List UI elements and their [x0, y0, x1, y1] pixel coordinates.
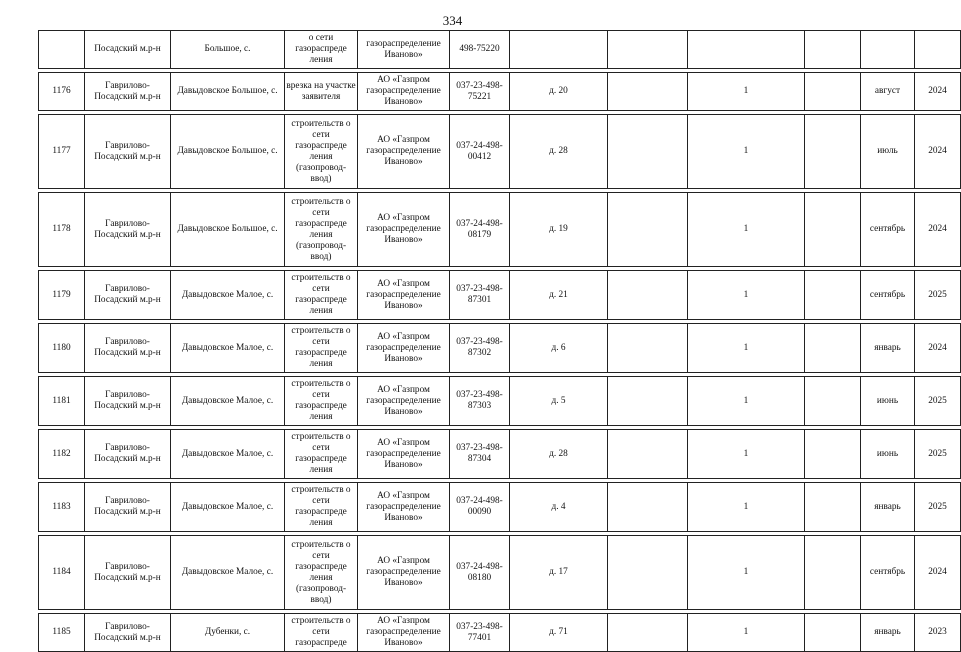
- cell-settlement: Давыдовское Большое, с.: [171, 73, 285, 111]
- cell-work: строительств о сети газораспреде ления (газопровод-ввод): [285, 536, 358, 610]
- table-row: [39, 377, 961, 426]
- table-row: [39, 430, 961, 479]
- cell-year: 2025: [915, 483, 961, 532]
- cell-code: 037-23-498-87304: [450, 430, 510, 479]
- cell-org: АО «Газпром газораспределение Иваново»: [358, 271, 450, 320]
- cell-work: строительств о сети газораспреде ления: [285, 271, 358, 320]
- cell-num: 1176: [39, 73, 85, 111]
- cell-house: д. 71: [510, 614, 608, 652]
- cell-month: сентябрь: [861, 193, 915, 267]
- cell-empty: [805, 536, 861, 610]
- cell-month: сентябрь: [861, 536, 915, 610]
- cell-org: АО «Газпром газораспределение Иваново»: [358, 430, 450, 479]
- cell-settlement: Давыдовское Малое, с.: [171, 430, 285, 479]
- cell-code: 037-23-498-87302: [450, 324, 510, 373]
- cell-code: 037-23-498-87301: [450, 271, 510, 320]
- cell-count: 1: [688, 193, 805, 267]
- cell-month: январь: [861, 614, 915, 652]
- cell-org: АО «Газпром газораспределение Иваново»: [358, 377, 450, 426]
- cell-region: Гаврилово-Посадский м.р-н: [85, 324, 171, 373]
- cell-code: 037-23-498-87303: [450, 377, 510, 426]
- cell-region: Посадский м.р-н: [85, 31, 171, 69]
- cell-org: АО «Газпром газораспределение Иваново»: [358, 614, 450, 652]
- cell-empty: [608, 31, 688, 69]
- cell-org: АО «Газпром газораспределение Иваново»: [358, 73, 450, 111]
- cell-num: 1183: [39, 483, 85, 532]
- cell-region: Гаврилово-Посадский м.р-н: [85, 271, 171, 320]
- cell-year: 2023: [915, 614, 961, 652]
- cell-region: Гаврилово-Посадский м.р-н: [85, 614, 171, 652]
- cell-org: газораспределение Иваново»: [358, 31, 450, 69]
- cell-empty: [608, 377, 688, 426]
- cell-settlement: Дубенки, с.: [171, 614, 285, 652]
- cell-work: строительств о сети газораспреде ления: [285, 483, 358, 532]
- cell-empty: [805, 271, 861, 320]
- cell-code: 037-24-498-00412: [450, 115, 510, 189]
- table-row: [39, 193, 961, 267]
- cell-count: 1: [688, 430, 805, 479]
- cell-work: строительств о сети газораспреде ления: [285, 377, 358, 426]
- cell-empty: [805, 483, 861, 532]
- cell-settlement: Давыдовское Большое, с.: [171, 115, 285, 189]
- cell-count: 1: [688, 377, 805, 426]
- cell-year: 2024: [915, 193, 961, 267]
- cell-org: АО «Газпром газораспределение Иваново»: [358, 483, 450, 532]
- cell-month: июль: [861, 115, 915, 189]
- cell-year: 2025: [915, 271, 961, 320]
- cell-region: Гаврилово-Посадский м.р-н: [85, 73, 171, 111]
- cell-empty: [608, 324, 688, 373]
- cell-code: 037-24-498-00090: [450, 483, 510, 532]
- cell-settlement: Давыдовское Малое, с.: [171, 271, 285, 320]
- cell-work: врезка на участке заявителя: [285, 73, 358, 111]
- table-row: [39, 483, 961, 532]
- cell-empty: [608, 115, 688, 189]
- cell-num: 1177: [39, 115, 85, 189]
- cell-month: сентябрь: [861, 271, 915, 320]
- cell-count: 1: [688, 614, 805, 652]
- cell-work: строительств о сети газораспреде ления (газопровод-ввод): [285, 115, 358, 189]
- cell-work: строительств о сети газораспреде: [285, 614, 358, 652]
- cell-empty: [805, 430, 861, 479]
- cell-empty: [608, 73, 688, 111]
- cell-year: 2024: [915, 73, 961, 111]
- cell-region: Гаврилово-Посадский м.р-н: [85, 536, 171, 610]
- cell-settlement: Большое, с.: [171, 31, 285, 69]
- cell-count: 1: [688, 536, 805, 610]
- cell-year: 2025: [915, 430, 961, 479]
- table-row: [39, 73, 961, 111]
- cell-settlement: Давыдовское Малое, с.: [171, 324, 285, 373]
- cell-code: 498-75220: [450, 31, 510, 69]
- cell-region: Гаврилово-Посадский м.р-н: [85, 193, 171, 267]
- cell-house: д. 5: [510, 377, 608, 426]
- cell-org: АО «Газпром газораспределение Иваново»: [358, 536, 450, 610]
- cell-count: 1: [688, 483, 805, 532]
- cell-house: д. 20: [510, 73, 608, 111]
- cell-num: 1182: [39, 430, 85, 479]
- cell-month: январь: [861, 483, 915, 532]
- cell-house: д. 28: [510, 430, 608, 479]
- page-number: 334: [442, 13, 463, 28]
- cell-settlement: Давыдовское Малое, с.: [171, 483, 285, 532]
- cell-month: июнь: [861, 377, 915, 426]
- cell-num: 1185: [39, 614, 85, 652]
- cell-empty: [608, 271, 688, 320]
- cell-settlement: Давыдовское Малое, с.: [171, 536, 285, 610]
- cell-count: 1: [688, 324, 805, 373]
- cell-year: 2024: [915, 324, 961, 373]
- cell-house: д. 28: [510, 115, 608, 189]
- cell-year: 2024: [915, 115, 961, 189]
- cell-empty: [805, 73, 861, 111]
- cell-month: январь: [861, 324, 915, 373]
- cell-work: о сети газораспреде ления: [285, 31, 358, 69]
- cell-house: д. 4: [510, 483, 608, 532]
- cell-org: АО «Газпром газораспределение Иваново»: [358, 193, 450, 267]
- cell-num: 1184: [39, 536, 85, 610]
- cell-year: [915, 31, 961, 69]
- cell-settlement: Давыдовское Малое, с.: [171, 377, 285, 426]
- table-row: [39, 271, 961, 320]
- cell-count: 1: [688, 271, 805, 320]
- cell-num: 1179: [39, 271, 85, 320]
- cell-house: д. 21: [510, 271, 608, 320]
- cell-region: Гаврилово-Посадский м.р-н: [85, 483, 171, 532]
- cell-num: 1180: [39, 324, 85, 373]
- cell-work: строительств о сети газораспреде ления: [285, 430, 358, 479]
- cell-code: 037-23-498-75221: [450, 73, 510, 111]
- cell-house: д. 17: [510, 536, 608, 610]
- cell-org: АО «Газпром газораспределение Иваново»: [358, 324, 450, 373]
- cell-settlement: Давыдовское Большое, с.: [171, 193, 285, 267]
- table-row: [39, 324, 961, 373]
- cell-work: строительств о сети газораспреде ления (газопровод-ввод): [285, 193, 358, 267]
- cell-month: [861, 31, 915, 69]
- cell-num: 1178: [39, 193, 85, 267]
- cell-num: 1181: [39, 377, 85, 426]
- cell-empty: [805, 115, 861, 189]
- table-body: [39, 31, 961, 652]
- cell-empty: [608, 614, 688, 652]
- cell-empty: [608, 193, 688, 267]
- cell-org: АО «Газпром газораспределение Иваново»: [358, 115, 450, 189]
- cell-empty: [608, 430, 688, 479]
- cell-empty: [805, 193, 861, 267]
- cell-empty: [608, 536, 688, 610]
- cell-code: 037-24-498-08179: [450, 193, 510, 267]
- table-row: [39, 614, 961, 652]
- table-row: [39, 536, 961, 610]
- cell-empty: [608, 483, 688, 532]
- table-row: [39, 115, 961, 189]
- cell-house: д. 19: [510, 193, 608, 267]
- cell-count: 1: [688, 115, 805, 189]
- cell-empty: [805, 377, 861, 426]
- cell-month: июнь: [861, 430, 915, 479]
- cell-region: Гаврилово-Посадский м.р-н: [85, 377, 171, 426]
- cell-house: [510, 31, 608, 69]
- gasification-table: [38, 30, 961, 652]
- cell-count: 1: [688, 73, 805, 111]
- cell-code: 037-23-498-77401: [450, 614, 510, 652]
- cell-year: 2024: [915, 536, 961, 610]
- cell-code: 037-24-498-08180: [450, 536, 510, 610]
- cell-empty: [805, 324, 861, 373]
- table-row-partial: [39, 31, 961, 69]
- cell-year: 2025: [915, 377, 961, 426]
- cell-count: [688, 31, 805, 69]
- cell-house: д. 6: [510, 324, 608, 373]
- cell-empty: [805, 614, 861, 652]
- cell-region: Гаврилово-Посадский м.р-н: [85, 430, 171, 479]
- cell-work: строительств о сети газораспреде ления: [285, 324, 358, 373]
- cell-num: [39, 31, 85, 69]
- cell-empty: [805, 31, 861, 69]
- cell-month: август: [861, 73, 915, 111]
- cell-region: Гаврилово-Посадский м.р-н: [85, 115, 171, 189]
